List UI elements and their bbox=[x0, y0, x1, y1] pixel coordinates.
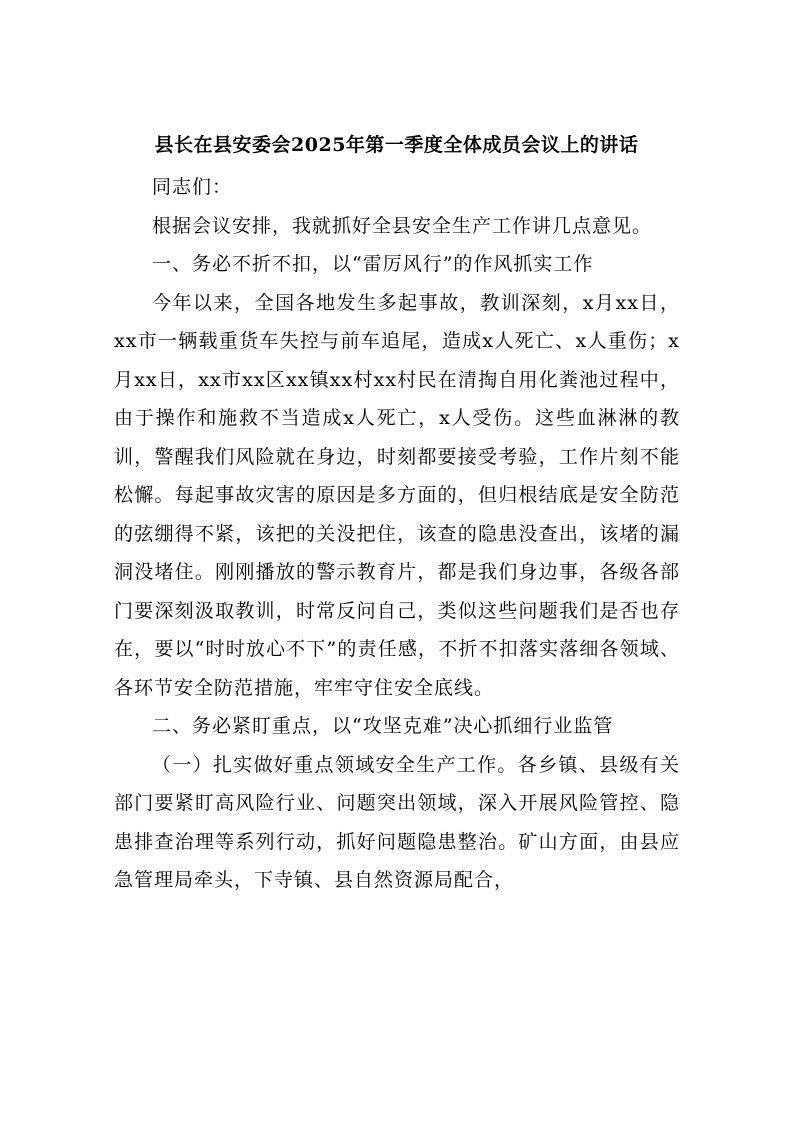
section-heading-2: 二、务必紧盯重点，以“攻坚克难”决心抓细行业监管 bbox=[152, 715, 614, 737]
section-heading-1: 一、务必不折不扣，以“雷厉风行”的作风抓实工作 bbox=[152, 253, 594, 275]
salutation-paragraph: 同志们： bbox=[152, 176, 233, 198]
body-paragraph: （一）扎实做好重点领域安全生产工作。各乡镇、县级有关部门要紧盯高风险行业、问题突出领域，深入开展风险管控、隐患排查治理等系列行动，抓好问题隐患整治。矿山方面，由县应急管理局牵头，下寺镇、县自然资源局配合， bbox=[114, 753, 680, 891]
intro-paragraph: 根据会议安排，我就抓好全县安全生产工作讲几点意见。 bbox=[152, 214, 653, 237]
document-title: 县长在县安委会2025年第一季度全体成员会议上的讲话 bbox=[154, 134, 639, 156]
body-paragraph: 今年以来，全国各地发生多起事故，教训深刻，x月xx日，xx市一辆载重货车失控与前车追尾，造成x人死亡、x人重伤；x月xx日，xx市xx区xx镇xx村xx村民在清掏自用化粪池过程中，由于操作和施救不当造成x人死亡，x人受伤。这些血淋淋的教训，警醒我们风险就在身边，时刻都要接受考验，工作片刻不能松懈。每起事故灾害的原因是多方面的，但归根结底是安全防范的弦绷得不紧，该把的关没把住，该查的隐患没查出，该堵的漏洞没堵住。刚刚播放的警示教育片，都是我们身边事，各级各部门要深刻汲取教训，时常反问自己，类似这些问题我们是否也存在，要以“时时放心不下”的责任感，不折不扣落实落细各领域、各环节安全防范措施，牢牢守住安全底线。 bbox=[114, 291, 680, 699]
document-body bbox=[114, 168, 680, 900]
